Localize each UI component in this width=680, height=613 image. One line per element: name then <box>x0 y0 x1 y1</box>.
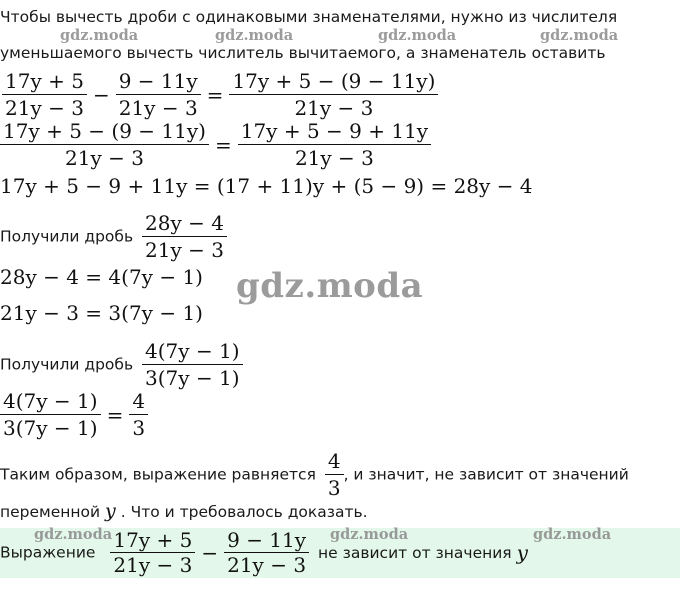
equation-simplify <box>0 388 148 441</box>
fraction <box>224 528 309 577</box>
fraction <box>325 448 344 501</box>
numerator: 17y + 5 − (9 − 11y) <box>0 118 209 145</box>
fraction <box>0 118 209 171</box>
numerator: 4(7y − 1) <box>142 338 243 365</box>
numerator: 28y − 4 <box>142 210 227 237</box>
result-label: Получили дробь <box>0 227 134 246</box>
result-label: Получили дробь <box>0 355 134 374</box>
watermark: gdz.moda <box>330 526 409 543</box>
numerator: 17y + 5 <box>2 68 87 95</box>
factor-line-2: 21y − 3 = 3(7y − 1) <box>0 301 203 325</box>
fraction <box>238 118 431 171</box>
denominator: 21y − 3 <box>227 553 307 577</box>
numerator: 9 − 11y <box>224 528 309 553</box>
denominator: 21y − 3 <box>294 146 374 170</box>
watermark-large: gdz.moda <box>236 266 424 306</box>
numerator: 17y + 5 − 9 + 11y <box>238 118 431 145</box>
answer-text: не зависит от значения <box>318 543 512 562</box>
conclusion-text: переменной <box>0 503 101 521</box>
watermark: gdz.moda <box>540 27 619 44</box>
watermark: gdz.moda <box>60 27 139 44</box>
denominator: 21y − 3 <box>145 238 224 262</box>
fraction <box>229 68 438 121</box>
intro-line-1: Чтобы вычесть дроби с одинаковыми знаменателями, нужно из числителя <box>0 8 618 26</box>
conclusion-text: , и значит, не зависит от значений <box>343 465 629 484</box>
denominator: 21y − 3 <box>65 146 144 170</box>
answer-label: Выражение <box>0 543 96 562</box>
variable: y <box>105 500 116 522</box>
watermark: gdz.moda <box>533 526 612 543</box>
numerator: 17y + 5 <box>110 528 195 553</box>
watermark: gdz.moda <box>34 526 113 543</box>
denominator: 3(7y − 1) <box>3 416 98 440</box>
operator: = <box>106 402 124 427</box>
fraction <box>129 388 148 441</box>
fraction <box>0 388 101 441</box>
numerator: 4 <box>325 448 344 475</box>
fraction <box>142 210 227 263</box>
intro-line-2: уменьшаемого вычесть числитель вычитаемого, а знаменатель оставить <box>0 44 606 62</box>
factor-line-1: 28y − 4 = 4(7y − 1) <box>0 265 203 289</box>
conclusion-line-2 <box>0 500 368 522</box>
denominator: 21y − 3 <box>118 96 198 120</box>
operator: − <box>92 82 110 107</box>
result-1 <box>0 210 227 263</box>
denominator: 21y − 3 <box>5 96 84 120</box>
operator: = <box>214 132 232 157</box>
equation-step-3: 17y + 5 − 9 + 11y = (17 + 11)y + (5 − 9) = 28y − 4 <box>0 174 533 198</box>
equation-step-1 <box>2 68 438 121</box>
denominator: 3 <box>132 416 146 440</box>
equation-step-2 <box>0 118 431 171</box>
fraction <box>2 68 87 121</box>
watermark: gdz.moda <box>215 27 294 44</box>
fraction <box>142 338 243 391</box>
numerator: 4 <box>129 388 148 415</box>
operator: − <box>201 540 219 565</box>
fraction <box>110 528 195 577</box>
numerator: 4(7y − 1) <box>0 388 101 415</box>
conclusion-text: Таким образом, выражение равняется <box>0 465 316 484</box>
conclusion-text: . Что и требовалось доказать. <box>120 503 368 521</box>
denominator: 21y − 3 <box>294 96 374 120</box>
denominator: 21y − 3 <box>113 553 193 577</box>
denominator: 3 <box>327 476 341 500</box>
conclusion-line-1 <box>0 448 629 501</box>
variable: y <box>516 540 528 565</box>
denominator: 3(7y − 1) <box>145 366 240 390</box>
fraction <box>116 68 201 121</box>
result-2 <box>0 338 243 391</box>
operator: = <box>206 82 224 107</box>
watermark: gdz.moda <box>378 27 457 44</box>
numerator: 17y + 5 − (9 − 11y) <box>229 68 438 95</box>
numerator: 9 − 11y <box>116 68 201 95</box>
